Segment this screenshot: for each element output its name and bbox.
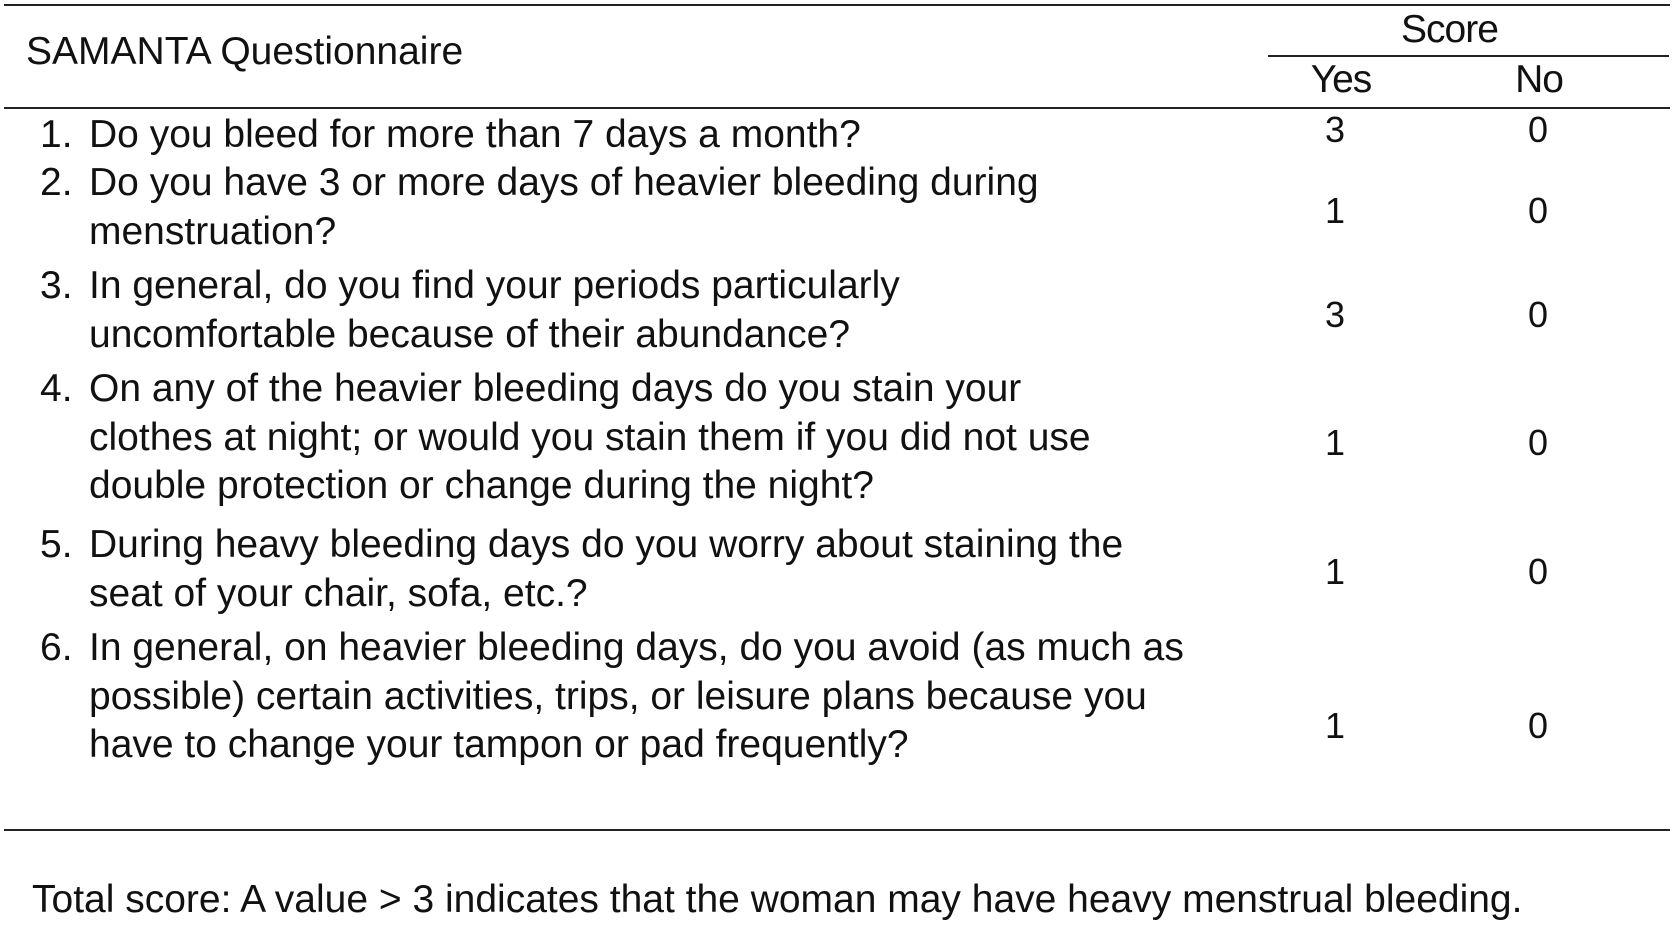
no-score: 0 (1527, 705, 1549, 746)
question-row-3 (40, 262, 1280, 359)
question-text: In general, do you find your periods particularly uncomfortable because of their abundance? (89, 264, 900, 356)
no-score: 0 (1527, 551, 1549, 592)
table-title: SAMANTA Questionnaire (26, 30, 464, 73)
question-number: 2. (40, 161, 73, 204)
top-rule (4, 4, 1670, 6)
question-text: Do you bleed for more than 7 days a month? (89, 113, 861, 156)
no-score: 0 (1527, 109, 1549, 150)
question-row-2 (40, 159, 1280, 256)
question-number: 4. (40, 367, 73, 410)
question-row-5 (40, 521, 1280, 618)
score-column-header: Score (1401, 8, 1498, 51)
question-text: In general, on heavier bleeding days, do you avoid (as much as possible) certain activities, trips, or leisure plans because you have to change your tampon or pad frequently? (89, 626, 1184, 766)
yes-score: 3 (1324, 294, 1346, 335)
yes-score: 3 (1324, 109, 1346, 150)
yes-score: 1 (1324, 190, 1346, 231)
question-row-1 (40, 111, 1280, 160)
question-text: On any of the heavier bleeding days do you stain your clothes at night; or would you stain them if you did not use double protection or change during the night? (89, 367, 1091, 507)
question-number: 5. (40, 523, 73, 566)
question-row-6 (40, 624, 1280, 770)
question-text: Do you have 3 or more days of heavier bleeding during menstruation? (89, 161, 1039, 253)
table-footnote: Total score: A value > 3 indicates that the woman may have heavy menstrual bleeding. (32, 878, 1523, 921)
no-score: 0 (1527, 294, 1549, 335)
score-header-rule (1268, 55, 1669, 57)
no-score: 0 (1527, 422, 1549, 463)
question-number: 1. (40, 113, 73, 156)
bottom-rule (4, 829, 1670, 831)
yes-score: 1 (1324, 422, 1346, 463)
yes-column-header: Yes (1310, 58, 1372, 101)
yes-score: 1 (1324, 705, 1346, 746)
question-row-4 (40, 365, 1280, 511)
no-score: 0 (1527, 190, 1549, 231)
yes-score: 1 (1324, 551, 1346, 592)
question-number: 6. (40, 626, 73, 669)
no-column-header: No (1515, 58, 1563, 101)
question-text: During heavy bleeding days do you worry about staining the seat of your chair, sofa, etc.? (89, 523, 1124, 615)
question-number: 3. (40, 264, 73, 307)
header-rule (4, 107, 1670, 109)
